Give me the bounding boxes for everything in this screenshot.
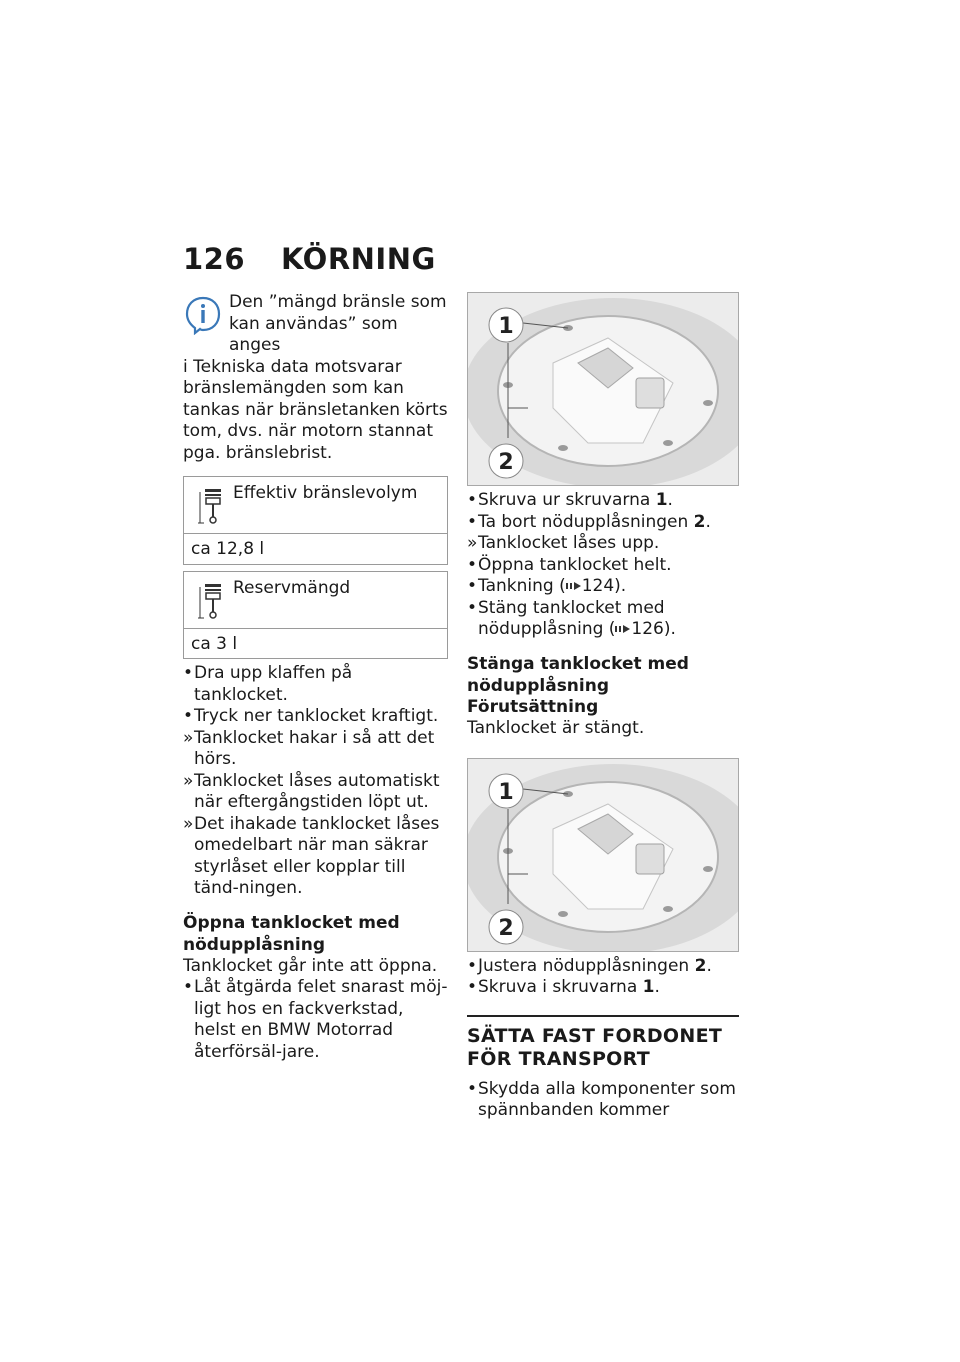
spec-box-effective-volume	[183, 476, 448, 565]
list-item: • Låt åtgärda felet snarast möj-ligt hos en fackverkstad, helst en BMW Motorrad återförsäl-jare.	[183, 977, 448, 1062]
spec-box-reserve	[183, 571, 448, 660]
figure-label-1: 1	[498, 779, 514, 805]
fuel-cap-figure-2	[467, 758, 739, 952]
list-item: » Tanklocket låses automatiskt när eftergångstiden löpt ut.	[183, 770, 440, 812]
page-reference[interactable]: 124	[581, 576, 615, 596]
list-item: • Stäng tanklocket med nödupplåsning ( 126).	[467, 597, 676, 639]
steps-transport	[467, 1079, 739, 1122]
heading-close-emergency: Stänga tanklocket med nödupplåsning	[467, 653, 689, 696]
list-item: • Öppna tanklocket helt.	[467, 554, 672, 575]
fuel-cap-figure-1	[467, 292, 739, 486]
steps-close-emergency	[467, 956, 739, 999]
section-title-transport: SÄTTA FAST FORDONET FÖR TRANSPORT	[467, 1015, 739, 1071]
info-note	[183, 292, 448, 464]
page-reference-arrow-icon	[566, 581, 582, 591]
prerequisite-text: Tanklocket är stängt.	[467, 718, 645, 738]
chapter-title: KÖRNING	[281, 242, 436, 276]
page-reference[interactable]: 126	[631, 619, 664, 639]
info-line-1: Den ”mängd bränsle som	[229, 292, 447, 312]
list-item: » Tanklocket hakar i så att det hörs.	[183, 727, 435, 769]
prerequisite-label: Förutsättning	[467, 696, 599, 717]
steps-close-list	[183, 663, 448, 900]
list-item: • Justera nödupplåsningen 2.	[467, 955, 712, 976]
spec-value: ca 12,8 l	[191, 539, 265, 559]
list-item: • Ta bort nödupplåsningen 2.	[467, 511, 711, 532]
list-item: • Tryck ner tanklocket kraftigt.	[183, 706, 439, 726]
figure-label-2: 2	[498, 450, 514, 475]
spec-label: Reservmängd	[233, 577, 351, 598]
list-item: • Skruva i skruvarna 1.	[467, 977, 660, 997]
info-line-3: i Tekniska data motsvarar bränslemängden som kan tankas när bränsletanken körts tom, dvs. när motorn stannat pga. bränslebrist.	[183, 356, 448, 463]
piston-icon	[198, 487, 228, 525]
open-paragraph: Tanklocket går inte att öppna.	[183, 955, 438, 976]
piston-icon	[198, 582, 228, 620]
page-reference-arrow-icon	[615, 624, 631, 634]
info-icon	[183, 295, 223, 335]
steps-open-list	[183, 977, 448, 1063]
page-number: 126	[183, 242, 246, 276]
list-item: • Dra upp klaffen på tanklocket.	[183, 663, 353, 705]
right-column	[467, 292, 739, 1122]
spec-value: ca 3 l	[191, 633, 238, 654]
list-item: » Tanklocket låses upp.	[467, 533, 660, 553]
list-item: » Det ihakade tanklocket låses omedelbart när man säkrar styrlåset eller kopplar till tänd-ningen.	[183, 813, 440, 898]
fuel-cap-illustration	[468, 293, 738, 485]
list-item: • Tankning ( 124).	[467, 576, 627, 596]
steps-open-emergency	[467, 490, 739, 641]
list-item: • Skruva ur skruvarna 1.	[467, 490, 673, 510]
left-column	[183, 292, 448, 1063]
figure-label-1: 1	[498, 314, 514, 339]
list-item: • Skydda alla komponenter som spännbanden kommer	[467, 1078, 736, 1120]
fuel-cap-illustration	[468, 759, 738, 951]
figure-label-2: 2	[498, 915, 514, 941]
heading-open-emergency: Öppna tanklocket med nödupplåsning	[183, 912, 400, 955]
info-line-2: kan användas” som anges	[229, 313, 398, 355]
page-header	[183, 242, 436, 276]
spec-label: Effektiv bränslevolym	[233, 483, 418, 503]
